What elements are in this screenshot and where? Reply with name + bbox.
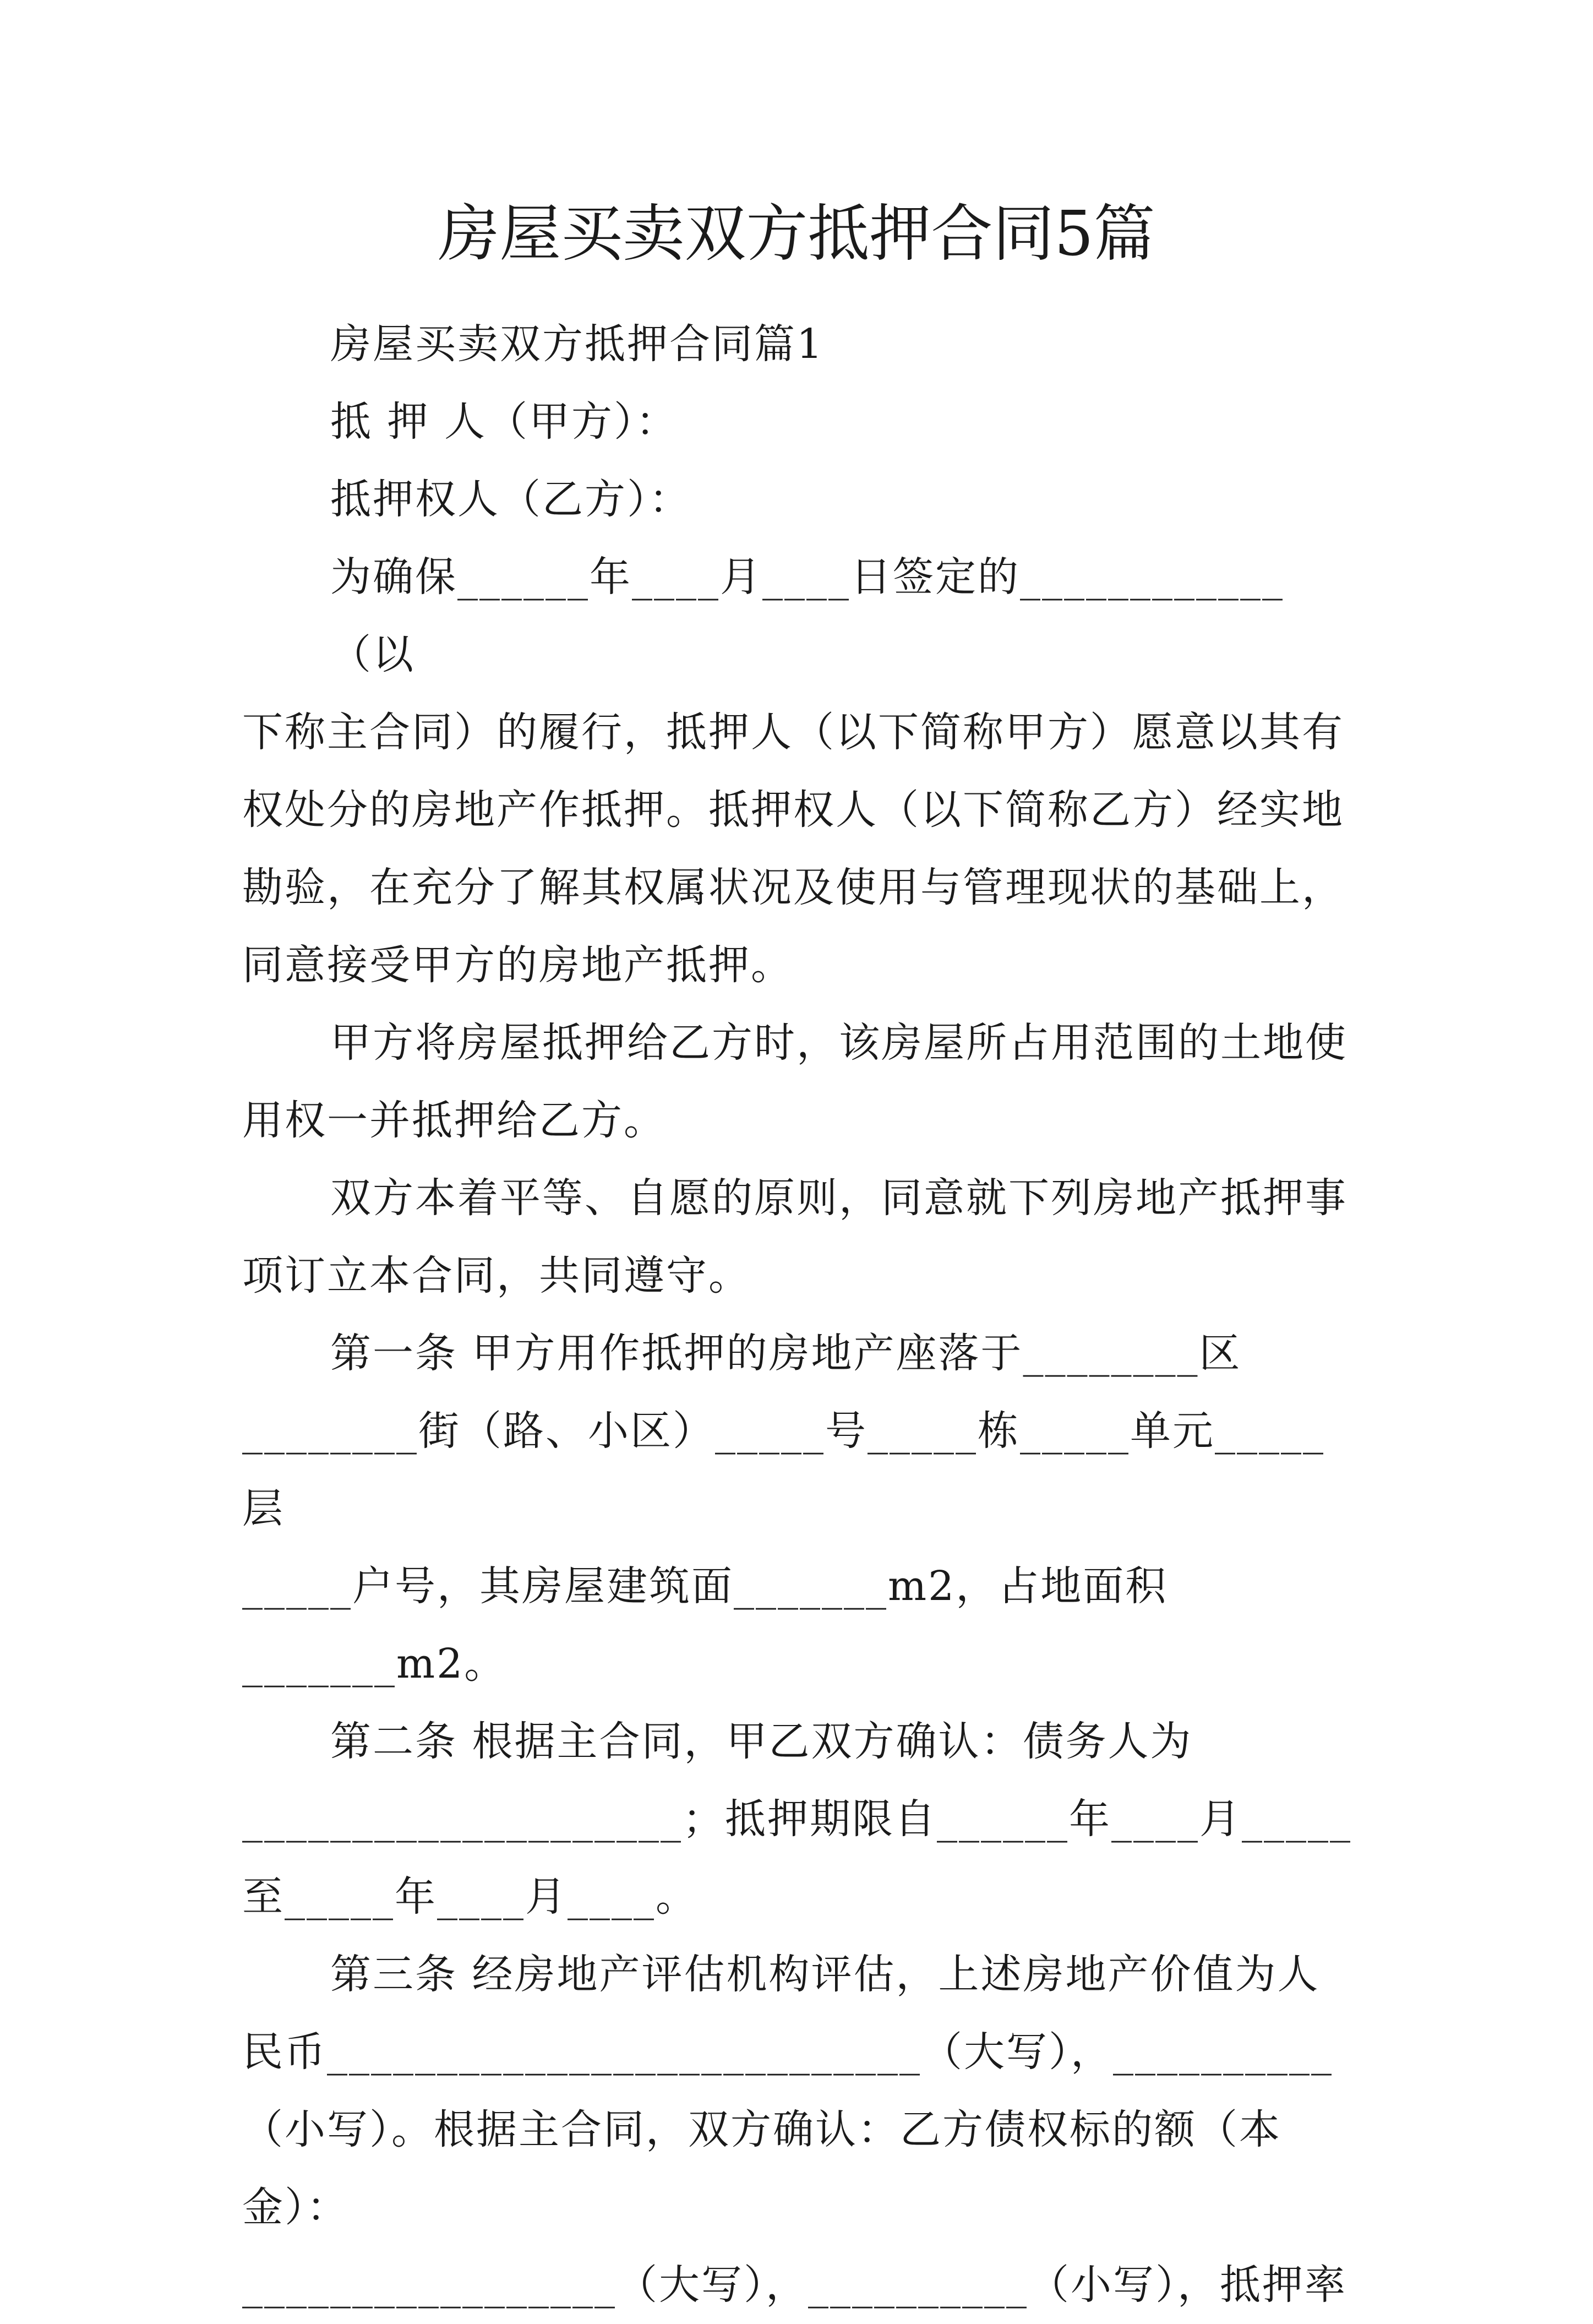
- article-2-line: 至_____年____月____。: [242, 1873, 698, 1920]
- article-3-line: （小写）。根据主合同，双方确认：乙方债权标的额（本金）：: [242, 2106, 1281, 2231]
- mortgagee-line: 抵押权人（乙方）：: [330, 476, 691, 523]
- paragraph-line: 项订立本合同，共同遵守。: [242, 1252, 751, 1299]
- article-1-line: ________街（路、小区）_____号_____栋_____单元_____层: [242, 1407, 1325, 1532]
- article-2-line: 第二条 根据主合同，甲乙双方确认：债务人为: [330, 1718, 1193, 1765]
- paragraph-line: 用权一并抵押给乙方。: [242, 1097, 666, 1144]
- article-1-line: _____户号，其房屋建筑面_______m2，占地面积_______m2。: [242, 1563, 1168, 1688]
- paragraph-line: 同意接受甲方的房地产抵押。: [242, 941, 793, 989]
- article-3-line: 第三条 经房地产评估机构评估，上述房地产价值为人: [330, 1951, 1320, 1998]
- mortgagor-line: 抵 押 人（甲方）：: [330, 398, 679, 445]
- paragraph-line: 勘验，在充分了解其权属状况及使用与管理现状的基础上，: [242, 864, 1344, 911]
- document-title: 房屋买卖双方抵押合同5篇: [438, 198, 1155, 270]
- document-body: [242, 306, 1365, 2324]
- paragraph-line: 下称主合同）的履行，抵押人（以下简称甲方）愿意以其有: [242, 709, 1344, 756]
- paragraph-line: 为确保______年____月____日签定的____________（以: [330, 553, 1284, 678]
- article-2-line: ____________________；抵押期限自______年____月_____: [242, 1795, 1352, 1843]
- article-3-line: _________________（大写），__________（小写），抵押率: [242, 2261, 1347, 2309]
- section-heading: 房屋买卖双方抵押合同篇1: [330, 320, 825, 368]
- paragraph-line: 甲方将房屋抵押给乙方时，该房屋所占用范围的土地使: [330, 1019, 1347, 1066]
- article-1-line: 第一条 甲方用作抵押的房地产座落于________区: [330, 1330, 1242, 1377]
- article-3-line: 民币___________________________（大写），__________: [242, 2028, 1333, 2076]
- paragraph-line: 权处分的房地产作抵押。抵押权人（以下简称乙方）经实地: [242, 786, 1344, 834]
- paragraph-line: 双方本着平等、自愿的原则，同意就下列房地产抵押事: [330, 1174, 1347, 1222]
